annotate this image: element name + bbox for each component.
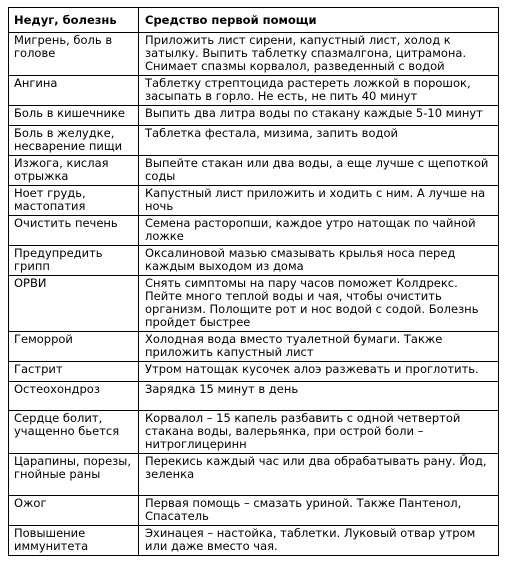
table-row bbox=[9, 362, 499, 382]
ailment-cell: ОРВИ bbox=[9, 276, 139, 332]
ailment-cell: Боль в кишечнике bbox=[9, 106, 139, 126]
table-row bbox=[9, 186, 499, 216]
table-row bbox=[9, 216, 499, 246]
remedy-cell: Выпейте стакан или два воды, а еще лучше с щепоткой соды bbox=[139, 156, 499, 186]
header-remedy: Средство первой помощи bbox=[139, 8, 499, 33]
ailment-cell: Геморрой bbox=[9, 332, 139, 362]
ailment-cell: Царапины, порезы, гнойные раны bbox=[9, 454, 139, 496]
ailment-cell: Ожог bbox=[9, 496, 139, 526]
remedy-cell: Капустный лист приложить и ходить с ним. А лучше на ночь bbox=[139, 186, 499, 216]
remedy-cell: Таблетку стрептоцида растереть ложкой в порошок, засыпать в горло. Не есть, не пить 40 минут bbox=[139, 76, 499, 106]
table-body bbox=[9, 33, 499, 556]
first-aid-table bbox=[8, 7, 499, 556]
remedy-cell: Выпить два литра воды по стакану каждые 5-10 минут bbox=[139, 106, 499, 126]
remedy-cell: Эхинацея – настойка, таблетки. Луковый отвар утром или даже вместо чая. bbox=[139, 526, 499, 556]
table-header-row bbox=[9, 8, 499, 33]
ailment-cell: Предупредить грипп bbox=[9, 246, 139, 276]
ailment-cell: Мигрень, боль в голове bbox=[9, 33, 139, 76]
ailment-cell: Очистить печень bbox=[9, 216, 139, 246]
remedy-cell: Перекись каждый час или два обрабатывать рану. Йод, зеленка bbox=[139, 454, 499, 496]
header-ailment: Недуг, болезнь bbox=[9, 8, 139, 33]
remedy-cell: Зарядка 15 минут в день bbox=[139, 382, 499, 411]
table-row bbox=[9, 411, 499, 454]
remedy-cell: Холодная вода вместо туалетной бумаги. Также приложить капустный лист bbox=[139, 332, 499, 362]
ailment-cell: Повышение иммунитета bbox=[9, 526, 139, 556]
table-row bbox=[9, 526, 499, 556]
ailment-cell: Гастрит bbox=[9, 362, 139, 382]
table-row bbox=[9, 76, 499, 106]
ailment-cell: Сердце болит, учащенно бьется bbox=[9, 411, 139, 454]
remedy-cell: Семена расторопши, каждое утро натощак по чайной ложке bbox=[139, 216, 499, 246]
table-row bbox=[9, 454, 499, 496]
table-row bbox=[9, 33, 499, 76]
table-row bbox=[9, 126, 499, 156]
remedy-cell: Первая помощь – смазать уриной. Также Пантенол, Спасатель bbox=[139, 496, 499, 526]
remedy-cell: Приложить лист сирени, капустный лист, холод к затылку. Выпить таблетку спазмалгона, цитрамона. Снимает спазмы корвалол, разведенный с водой bbox=[139, 33, 499, 76]
remedy-cell: Корвалол – 15 капель разбавить с одной четвертой стакана воды, валерьянка, при острой боли – нитроглицеринн bbox=[139, 411, 499, 454]
ailment-cell: Ноет грудь, мастопатия bbox=[9, 186, 139, 216]
remedy-cell: Таблетка фестала, мизима, запить водой bbox=[139, 126, 499, 156]
table-row bbox=[9, 246, 499, 276]
remedy-cell: Снять симптомы на пару часов поможет Колдрекс. Пейте много теплой воды и чая, чтобы очистить организм. Полощите рот и нос водой с содой. Болезнь пройдет быстрее bbox=[139, 276, 499, 332]
ailment-cell: Ангина bbox=[9, 76, 139, 106]
table-row bbox=[9, 156, 499, 186]
remedy-cell: Оксалиновой мазью смазывать крылья носа перед каждым выходом из дома bbox=[139, 246, 499, 276]
table-row bbox=[9, 332, 499, 362]
ailment-cell: Боль в желудке, несварение пищи bbox=[9, 126, 139, 156]
table-row bbox=[9, 276, 499, 332]
ailment-cell: Изжога, кислая отрыжка bbox=[9, 156, 139, 186]
table-row bbox=[9, 382, 499, 411]
ailment-cell: Остеохондроз bbox=[9, 382, 139, 411]
first-aid-table-container bbox=[8, 7, 499, 556]
table-row bbox=[9, 496, 499, 526]
remedy-cell: Утром натощак кусочек алоэ разжевать и проглотить. bbox=[139, 362, 499, 382]
table-row bbox=[9, 106, 499, 126]
